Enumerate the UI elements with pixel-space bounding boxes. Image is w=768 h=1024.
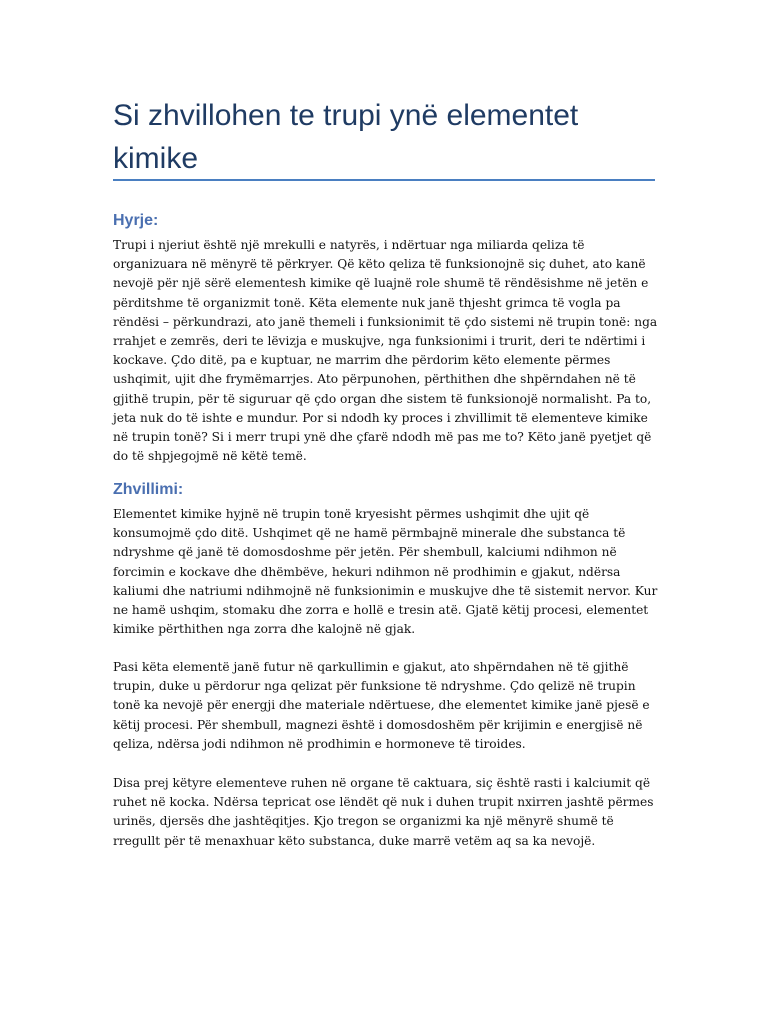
- document-title: Si zhvillohen te trupi ynë elementet kimike: [113, 99, 579, 175]
- section-heading-intro: Hyrje:: [113, 212, 159, 229]
- development-paragraph-3: Disa prej këtyre elementeve ruhen në organe të caktuara, siç është rasti i kalciumit që ruhet në kocka. Ndërsa tepricat ose lëndët që nuk i duhen trupit nxirren jashtë përmes urinës, djersës dhe jashtëqitjes. Kjo tregon se organizmi ka një mënyrë shumë të rregullt për të menaxhuar këto substanca, duke marrë vetëm aq sa ka nevojë.: [113, 776, 654, 848]
- title-underline-divider: [113, 179, 655, 181]
- intro-paragraph: Trupi i njeriut është një mrekulli e natyrës, i ndërtuar nga miliarda qeliza të organizuara në mënyrë të përkryer. Që këto qeliza të funksionojnë siç duhet, ato kanë nevojë për një sërë elementesh kimike që luajnë role shumë të rëndësishme në jetën e përditshme të organizmit tonë. Këta elemente nuk janë thjesht grimca të vogla pa rëndësi – përkundrazi, ato janë themeli i funksionimit të çdo sistemi në trupin tonë: nga rrahjet e zemrës, deri te lëvizja e muskujve, nga funksionimi i trurit, deri te ndërtimi i kockave. Çdo ditë, pa e kuptuar, ne marrim dhe përdorim këto elemente përmes ushqimit, ujit dhe frymëmarrjes. Ato përpunohen, përthithen dhe shpërndahen në të gjithë trupin, për të siguruar që çdo organ dhe sistem të funksionojë normalisht. Pa to, jeta nuk do të ishte e mundur. Por si ndodh ky proces i zhvillimit të elementeve kimike në trupin tonë? Si i merr trupi ynë dhe çfarë ndodh më pas me to? Këto janë pyetjet që do të shpjegojmë në këtë temë.: [113, 238, 658, 464]
- development-paragraph-2: Pasi këta elementë janë futur në qarkullimin e gjakut, ato shpërndahen në të gjithë trupin, duke u përdorur nga qelizat për funksione të ndryshme. Çdo qelizë në trupin tonë ka nevojë për energji dhe materiale ndërtuese, dhe elementet kimike janë pjesë e këtij procesi. Për shembull, magnezi është i domosdoshëm për krijimin e energjisë në qeliza, ndërsa jodi ndihmon në prodhimin e hormoneve të tiroides.: [113, 660, 650, 751]
- development-paragraph-1: Elementet kimike hyjnë në trupin tonë kryesisht përmes ushqimit dhe ujit që konsumojmë çdo ditë. Ushqimet që ne hamë përmbajnë minerale dhe substanca të ndryshme që janë të domosdoshme për jetën. Për shembull, kalciumi ndihmon në forcimin e kockave dhe dhëmbëve, hekuri ndihmon në prodhimin e gjakut, ndërsa kaliumi dhe natriumi ndihmojnë në funksionimin e muskujve dhe të sistemit nervor. Kur ne hamë ushqim, stomaku dhe zorra e hollë e tresin atë. Gjatë këtij procesi, elementet kimike përthithen nga zorra dhe kalojnë në gjak.: [113, 507, 658, 637]
- section-heading-development: Zhvillimi:: [113, 481, 184, 498]
